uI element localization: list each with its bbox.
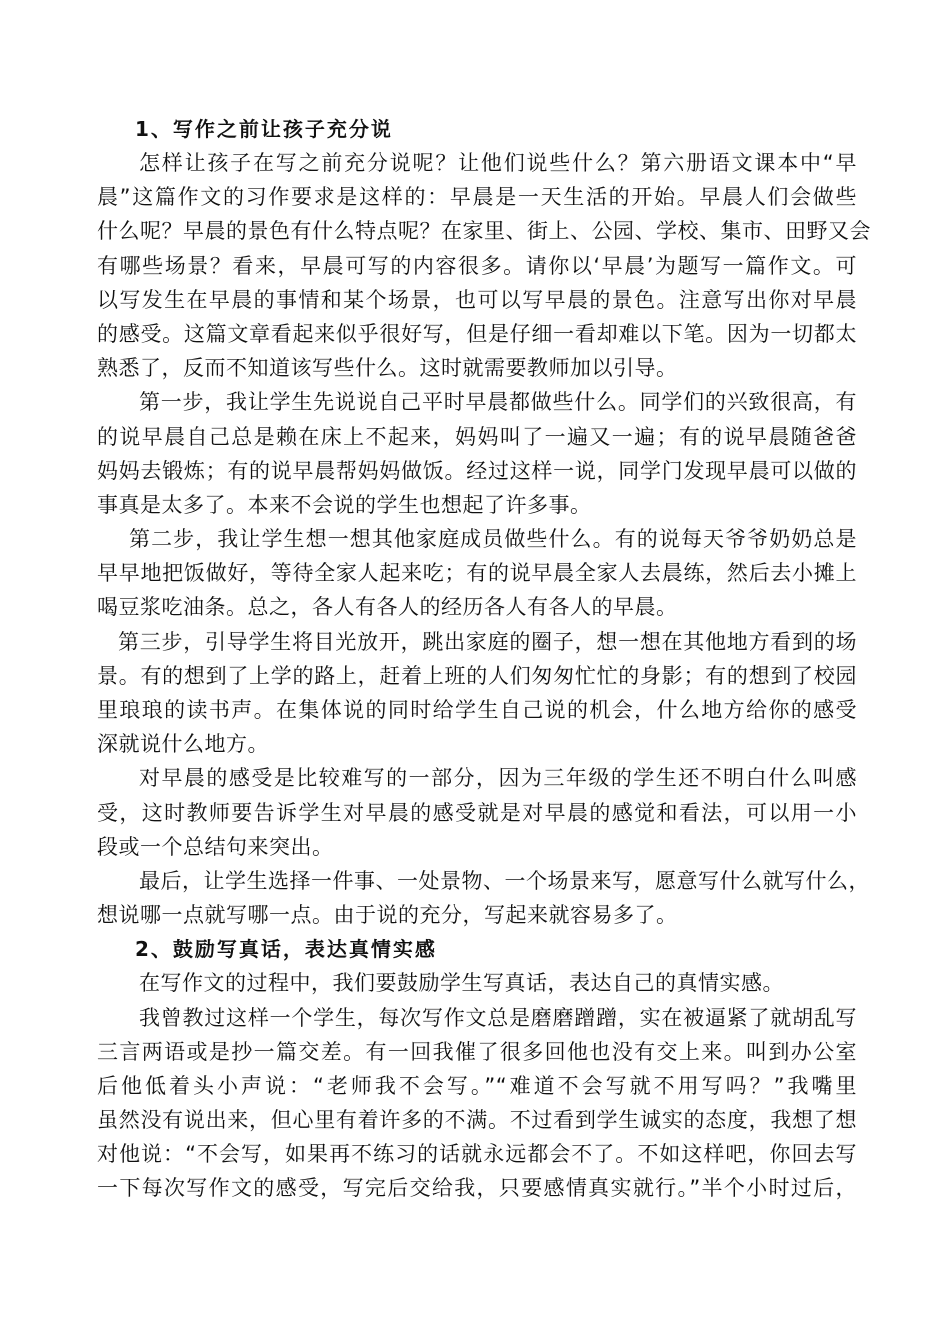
text-line: 后他低着头小声说：“老师我不会写。”“难道不会写就不用写吗？”我嘴里 (97, 1073, 857, 1098)
paragraph (97, 761, 857, 864)
section-heading: 2、鼓励写真话，表达真情实感 (135, 937, 437, 962)
text-line: 我曾教过这样一个学生，每次写作文总是磨磨蹭蹭，实在被逼紧了就胡乱写 (139, 1005, 857, 1030)
paragraph (97, 1001, 857, 1206)
text-line: 第三步，引导学生将目光放开，跳出家庭的圈子，想一想在其他地方看到的场 (118, 629, 857, 654)
text-line: 在写作文的过程中，我们要鼓励学生写真话，表达自己的真情实感。 (139, 971, 784, 996)
text-line: 怎样让孩子在写之前充分说呢？让他们说些什么？第六册语文课本中“早 (139, 151, 857, 175)
text-line: 受，这时教师要告诉学生对早晨的感受就是对早晨的感觉和看法，可以用一小 (97, 800, 857, 825)
text-line: 的说早晨自己总是赖在床上不起来，妈妈叫了一遍又一遍；有的说早晨随爸爸 (97, 424, 857, 449)
text-line: 第一步，我让学生先说说自己平时早晨都做些什么。同学们的兴致很高，有 (139, 390, 857, 415)
text-line: 熟悉了，反而不知道该写些什么。这时就需要教师加以引导。 (97, 356, 678, 381)
paragraph (97, 146, 871, 385)
text-line: 有哪些场景？看来，早晨可写的内容很多。请你以‘早晨’为题写一篇作文。可 (97, 253, 857, 278)
text-line: 事真是太多了。本来不会说的学生也想起了许多事。 (97, 492, 592, 517)
text-line: 对他说：“不会写，如果再不练习的话就永远都会不了。不如这样吧，你回去写 (97, 1142, 857, 1167)
text-line: 三言两语或是抄一篇交差。有一回我催了很多回他也没有交上来。叫到办公室 (97, 1039, 857, 1064)
text-line: 喝豆浆吃油条。总之，各人有各人的经历各人有各人的早晨。 (97, 595, 678, 620)
paragraph (97, 522, 857, 625)
text-line: 妈妈去锻炼；有的说早晨帮妈妈做饭。经过这样一说，同学门发现早晨可以做的 (97, 458, 857, 483)
text-line: 第二步，我让学生想一想其他家庭成员做些什么。有的说每天爷爷奶奶总是 (129, 527, 857, 552)
text-line: 一下每次写作文的感受，写完后交给我，只要感情真实就行。”半个小时过后， (97, 1176, 857, 1201)
paragraph (97, 966, 857, 1000)
text-line: 的感受。这篇文章看起来似乎很好写，但是仔细一看却难以下笔。因为一切都太 (97, 321, 857, 346)
document-page (97, 112, 871, 1206)
text-line: 晨”这篇作文的习作要求是这样的：早晨是一天生活的开始。早晨人们会做些 (97, 185, 857, 210)
text-line: 什么呢？早晨的景色有什么特点呢？在家里、街上、公园、学校、集市、田野又会 (97, 219, 871, 244)
text-line: 以写发生在早晨的事情和某个场景，也可以写早晨的景色。注意写出你对早晨 (97, 287, 857, 312)
text-line: 最后，让学生选择一件事、一处景物、一个场景来写，愿意写什么就写什么， (139, 868, 870, 893)
text-line: 想说哪一点就写哪一点。由于说的充分，写起来就容易多了。 (97, 903, 678, 928)
section-heading: 1、写作之前让孩子充分说 (135, 117, 393, 141)
paragraph (97, 625, 857, 762)
paragraph (97, 385, 857, 522)
text-line: 景。有的想到了上学的路上，赶着上班的人们匆匆忙忙的身影；有的想到了校园 (97, 663, 857, 688)
text-line: 虽然没有说出来，但心里有着许多的不满。不过看到学生诚实的态度，我想了想 (97, 1108, 857, 1133)
text-line: 里琅琅的读书声。在集体说的同时给学生自己说的机会，什么地方给你的感受 (97, 698, 857, 722)
text-line: 早早地把饭做好，等待全家人起来吃；有的说早晨全家人去晨练，然后去小摊上 (97, 561, 857, 586)
paragraph (97, 864, 870, 932)
text-line: 深就说什么地方。 (97, 732, 269, 757)
text-line: 段或一个总结句来突出。 (97, 834, 334, 859)
text-line: 对早晨的感受是比较难写的一部分，因为三年级的学生还不明白什么叫感 (139, 766, 857, 791)
